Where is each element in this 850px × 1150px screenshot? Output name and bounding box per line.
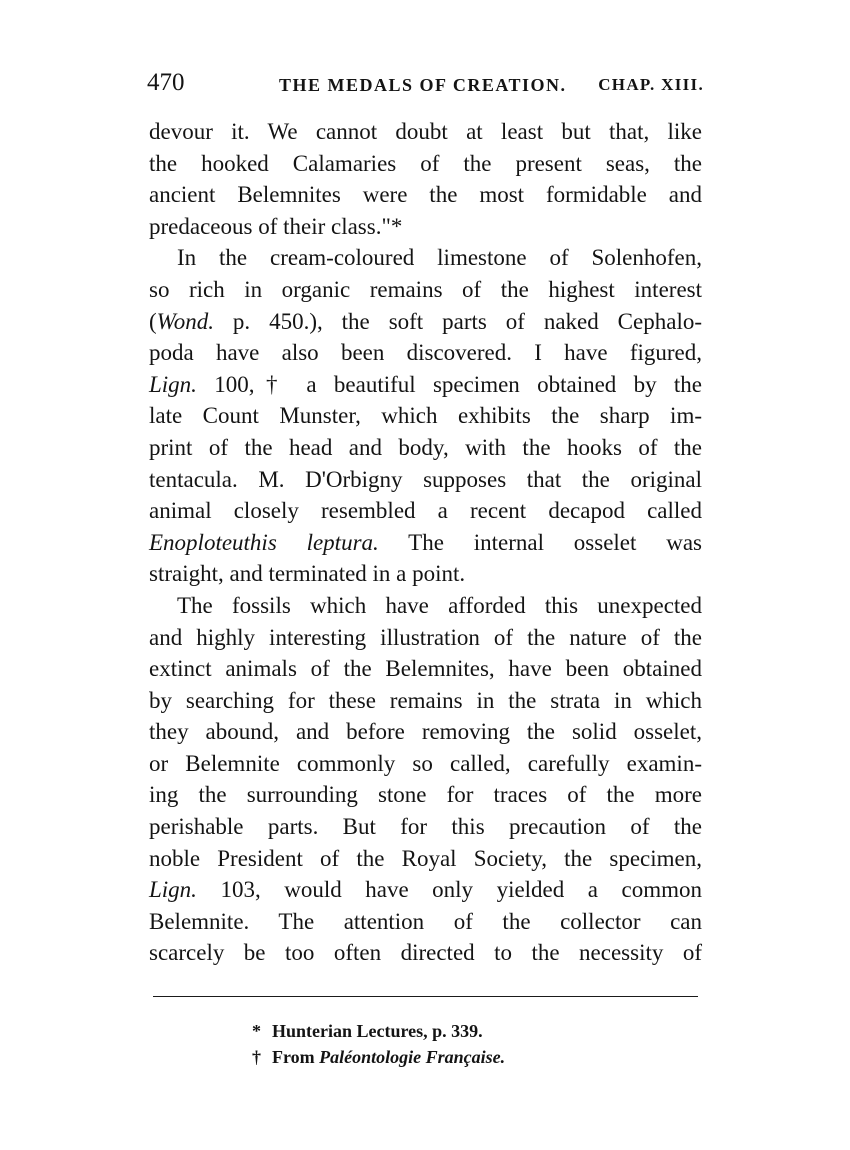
text-line: Enoploteuthis leptura. The internal osselet was	[149, 529, 702, 555]
text-line: extinct animals of the Belemnites, have been obtained	[149, 656, 702, 682]
footnote	[252, 1018, 692, 1044]
text-line: they abound, and before removing the solid osselet,	[149, 719, 702, 745]
text-line: by searching for these remains in the strata in which	[149, 687, 702, 713]
text-line: devour it. We cannot doubt at least but that, like	[149, 119, 702, 144]
text-line: straight, and terminated in a point.	[149, 561, 466, 587]
text-line: print of the head and body, with the hooks of the	[149, 434, 702, 460]
text-line: predaceous of their class."*	[149, 213, 403, 239]
text-line: The fossils which have afforded this unexpected	[177, 592, 702, 618]
footnote-mark: †	[252, 1047, 261, 1067]
running-title: THE MEDALS OF CREATION.	[279, 75, 567, 95]
text-line: (Wond. p. 450.), the soft parts of naked Cephalo-	[149, 308, 702, 334]
text-line: late Count Munster, which exhibits the sharp im-	[149, 403, 702, 429]
text-line: the hooked Calamaries of the present seas, the	[149, 150, 702, 176]
text-line: Belemnite. The attention of the collector can	[149, 908, 702, 934]
text-line: or Belemnite commonly so called, carefully examin-	[149, 750, 702, 776]
text-line: noble President of the Royal Society, the specimen,	[149, 845, 702, 871]
footnote-mark: *	[252, 1021, 261, 1041]
footnote-divider	[153, 996, 698, 997]
footnote-text: From Paléontologie Française.	[272, 1047, 506, 1067]
text-line: so rich in organic remains of the highest interest	[149, 276, 702, 302]
page-number: 470	[147, 69, 185, 96]
text-line: scarcely be too often directed to the necessity of	[149, 940, 702, 966]
footnote	[252, 1044, 692, 1070]
text-line: ancient Belemnites were the most formidable and	[149, 182, 702, 208]
text-line: animal closely resembled a recent decapod called	[149, 498, 702, 524]
text-line: ing the surrounding stone for traces of the more	[149, 782, 702, 808]
running-header	[147, 68, 704, 102]
text-line: tentacula. M. D'Orbigny supposes that the original	[149, 466, 702, 492]
text-line: Lign. 103, would have only yielded a common	[149, 877, 702, 903]
text-line: In the cream-coloured limestone of Solenhofen,	[177, 245, 702, 271]
text-line: poda have also been discovered. I have figured,	[149, 340, 702, 366]
footnote-text: Hunterian Lectures, p. 339.	[272, 1021, 483, 1041]
text-line: Lign. 100,† a beautiful specimen obtained by the	[149, 371, 702, 397]
text-line: and highly interesting illustration of the nature of the	[149, 624, 702, 650]
body-text	[149, 116, 702, 969]
chapter-label: CHAP. XIII.	[598, 75, 704, 94]
footnotes	[252, 1018, 692, 1070]
text-line: perishable parts. But for this precaution of the	[149, 814, 702, 840]
